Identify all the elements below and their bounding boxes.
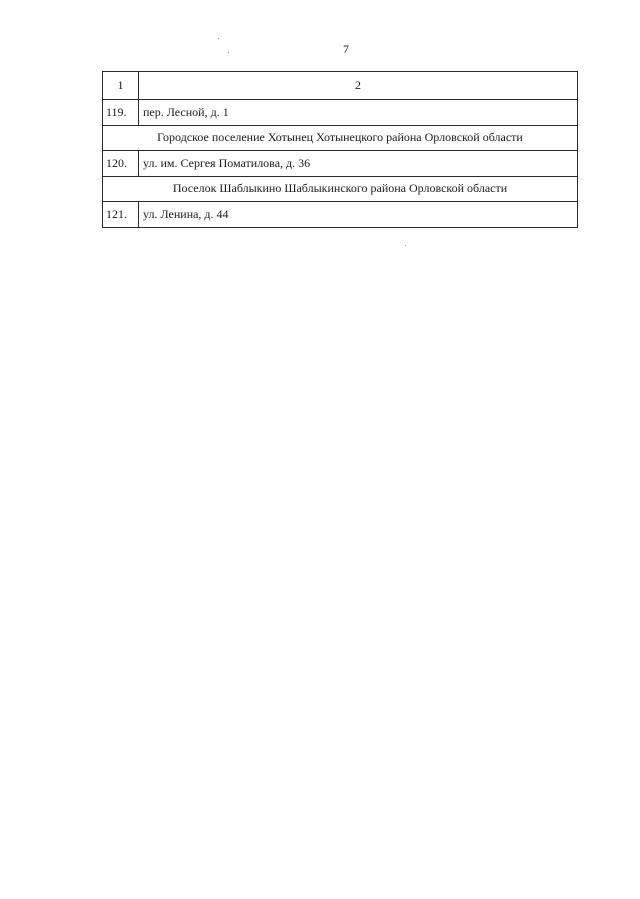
row-number: 120. — [103, 151, 139, 177]
row-address: ул. им. Сергея Поматилова, д. 36 — [139, 151, 578, 177]
table-row — [103, 151, 578, 177]
addresses-table — [102, 71, 578, 228]
scan-speck — [405, 245, 406, 246]
section-title: Поселок Шаблыкино Шаблыкинского района Орловской области — [103, 177, 578, 202]
row-address: пер. Лесной, д. 1 — [139, 100, 578, 126]
row-address: ул. Ленина, д. 44 — [139, 202, 578, 228]
section-title: Городское поселение Хотынец Хотынецкого района Орловской области — [103, 126, 578, 151]
table-row — [103, 202, 578, 228]
scan-speck — [218, 38, 219, 39]
scan-speck — [228, 52, 229, 53]
page-number: 7 — [343, 42, 349, 56]
table-header-row — [103, 72, 578, 100]
header-col-2: 2 — [139, 72, 578, 100]
header-col-1: 1 — [103, 72, 139, 100]
table-section-row — [103, 126, 578, 151]
row-number: 119. — [103, 100, 139, 126]
row-number: 121. — [103, 202, 139, 228]
table-section-row — [103, 177, 578, 202]
table-row — [103, 100, 578, 126]
